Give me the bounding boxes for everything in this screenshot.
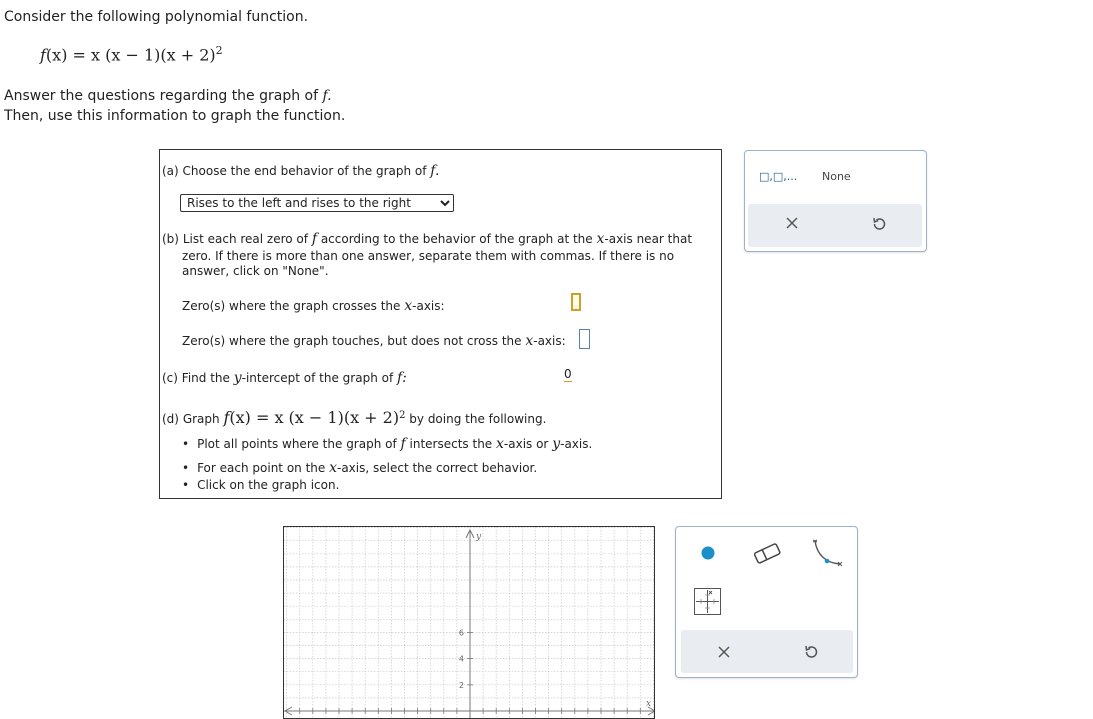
part-a-text: Choose the end behavior of the graph of — [182, 164, 431, 178]
part-b-prompt — [162, 231, 692, 247]
part-a-prompt — [162, 163, 439, 179]
crosses-label — [182, 298, 445, 314]
part-d-text: Graph — [182, 412, 224, 426]
formula-exponent: 2 — [215, 44, 223, 57]
part-c-label: (c) — [162, 371, 178, 385]
interval-list-button[interactable]: □,□,... — [759, 170, 798, 183]
part-c-var: y — [233, 370, 242, 386]
y-tick-label: 6 — [458, 628, 464, 638]
intro-line-1: Consider the following polynomial function. — [4, 9, 309, 25]
graph-grid-icon[interactable] — [694, 588, 721, 619]
bullet-2 — [182, 460, 537, 476]
touches-label — [182, 333, 566, 349]
crosses-text: Zero(s) where the graph crosses the — [182, 299, 405, 313]
bullet-1-pre: Plot all points where the graph of — [197, 437, 401, 451]
part-d-text2: by doing the following. — [405, 412, 547, 426]
touches-text: Zero(s) where the graph touches, but does not cross the — [182, 334, 526, 348]
y-tick-label: 4 — [458, 654, 464, 664]
intro-line-2 — [4, 88, 332, 104]
formula-body: (x) = x (x − 1)(x + 2) — [45, 45, 216, 65]
bullet-1 — [182, 436, 592, 452]
graph-canvas[interactable] — [284, 527, 655, 719]
eraser-icon[interactable] — [752, 540, 782, 570]
bullet-dot: • — [182, 478, 190, 492]
part-d-prompt — [162, 408, 546, 427]
formula-f: f — [40, 45, 46, 65]
part-d-exponent: 2 — [399, 410, 406, 421]
x-axis-label: x — [646, 699, 652, 709]
bullet-1-v2: x — [496, 436, 504, 452]
undo-icon[interactable] — [870, 215, 888, 237]
part-d-label: (d) — [162, 412, 179, 426]
bullet-2-var: x — [329, 460, 337, 476]
crosses-end: -axis: — [412, 299, 445, 313]
intro-line-2-var: f. — [322, 88, 332, 104]
graph-clear-icon[interactable] — [716, 644, 732, 664]
part-c-text: Find the — [181, 371, 234, 385]
y-axis-label: y — [476, 532, 482, 542]
intro-line-2-text: Answer the questions regarding the graph of — [4, 88, 323, 104]
part-d-f: f — [223, 408, 230, 427]
bullet-1-mid: intersects the — [405, 437, 496, 451]
part-b-text1: List each real zero of — [182, 232, 312, 246]
part-b-xvar: x — [596, 231, 605, 247]
curve-behavior-icon[interactable] — [810, 537, 844, 573]
clear-icon[interactable] — [784, 215, 800, 235]
bullet-1-var: f — [400, 436, 406, 452]
palette-action-bar — [748, 204, 922, 247]
bullet-1-mid2: -axis or — [503, 437, 553, 451]
touches-zeros-input[interactable] — [579, 329, 590, 349]
bullet-dot: • — [182, 461, 190, 475]
bullet-2-end: -axis, select the correct behavior. — [337, 461, 538, 475]
part-c-fvar: f: — [397, 370, 407, 386]
touches-end: -axis: — [533, 334, 566, 348]
part-b-label: (b) — [162, 232, 179, 246]
bullet-1-end: -axis. — [560, 437, 593, 451]
bullet-dot: • — [182, 437, 190, 451]
part-c-prompt — [162, 370, 407, 386]
y-tick-label: 2 — [458, 680, 464, 690]
point-tool-icon[interactable] — [700, 545, 716, 565]
graph-action-bar — [681, 630, 853, 673]
crosses-zeros-input[interactable] — [571, 293, 581, 311]
bullet-3 — [182, 478, 339, 492]
part-a-label: (a) — [162, 164, 179, 178]
graph-undo-icon[interactable] — [802, 643, 820, 665]
touches-var: x — [525, 333, 534, 349]
none-button[interactable]: None — [822, 170, 851, 183]
crosses-var: x — [404, 298, 413, 314]
intro-line-3: Then, use this information to graph the function. — [4, 108, 346, 124]
part-d-formula: (x) = x (x − 1)(x + 2) — [229, 408, 400, 427]
y-intercept-answer[interactable]: 0 — [564, 367, 572, 381]
part-b-text2: according to the behavior of the graph at the — [317, 232, 597, 246]
part-b-var: f — [311, 231, 317, 247]
function-formula — [40, 44, 223, 64]
part-c-text2: -intercept of the graph of — [241, 371, 397, 385]
part-b-text3: -axis near that — [604, 232, 693, 246]
graph-area[interactable] — [283, 526, 655, 719]
part-b-line-2: zero. If there is more than one answer, separate them with commas. If there is no — [182, 249, 675, 263]
bullet-1-v3: y — [552, 436, 561, 452]
part-b-line-3: answer, click on "None". — [182, 264, 329, 278]
bullet-3-pre: Click on the graph icon. — [197, 478, 340, 492]
bullet-2-pre: For each point on the — [197, 461, 330, 475]
end-behavior-select[interactable] — [180, 194, 454, 212]
part-a-var: f. — [430, 163, 440, 179]
